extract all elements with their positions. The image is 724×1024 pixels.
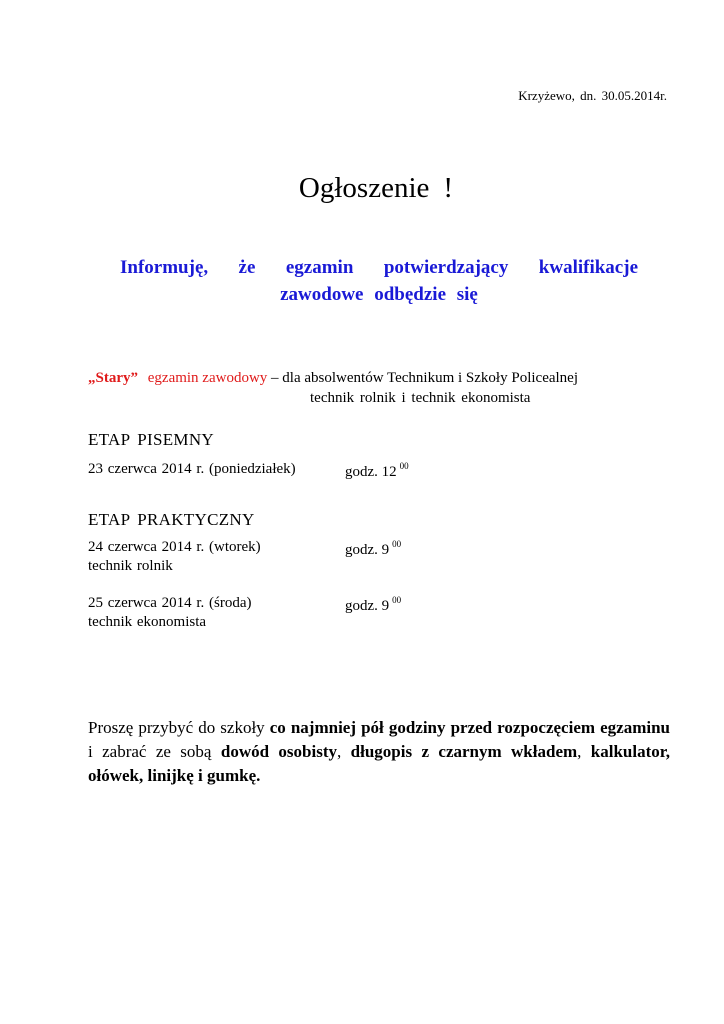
practical-session-date: 25 czerwca 2014 r. (środa) (88, 595, 252, 611)
instructions-emphasis: dowód osobisty (220, 742, 338, 761)
exam-type-label: „Stary” (88, 370, 138, 386)
instructions-emphasis: długopis z czarnym wkładem (350, 742, 578, 761)
instructions-emphasis: kalkulator, ołówek, linijkę i gumkę. (88, 742, 671, 785)
exam-professions: technik rolnik i technik ekonomista (310, 390, 531, 406)
practical-session-profession: technik rolnik (88, 558, 173, 574)
practical-session-time (345, 595, 401, 615)
written-stage-time-hour: godz. 12 (345, 464, 397, 480)
document-date: Krzyżewo, dn. 30.05.2014r. (518, 88, 667, 103)
practical-stage-heading: ETAP PRAKTYCZNY (88, 510, 255, 529)
instructions-text: Proszę przybyć do szkoły (88, 718, 270, 737)
practical-session-time-minutes: 00 (392, 595, 402, 605)
practical-session-time-hour: godz. 9 (345, 542, 390, 558)
practical-session-profession: technik ekonomista (88, 614, 207, 630)
title-exclamation: ! (443, 172, 454, 204)
written-stage-time (345, 461, 409, 481)
practical-session-time-minutes: 00 (392, 539, 402, 549)
practical-session-time (345, 539, 401, 559)
written-stage-date: 23 czerwca 2014 r. (poniedziałek) (88, 461, 296, 477)
written-stage-time-minutes: 00 (399, 461, 409, 471)
announcement-text: Informuję, że egzamin potwierdzający kwalifikacje zawodowe odbędzie się (120, 257, 638, 305)
title-text: Ogłoszenie (298, 172, 430, 204)
written-stage-heading: ETAP PISEMNY (88, 430, 214, 449)
instructions-text: , (577, 742, 591, 761)
instructions-emphasis: co najmniej pół godziny przed rozpoczęciem egzaminu (269, 718, 670, 737)
exam-type-name: egzamin zawodowy (147, 370, 268, 386)
practical-session-time-hour: godz. 9 (345, 598, 390, 614)
instructions-paragraph (88, 716, 670, 788)
instructions-text: , (337, 742, 351, 761)
exam-type-line (88, 370, 578, 387)
practical-session-date: 24 czerwca 2014 r. (wtorek) (88, 539, 261, 555)
instructions-text: i zabrać ze sobą (88, 742, 221, 761)
page-title (0, 172, 724, 205)
exam-audience: – dla absolwentów Technikum i Szkoły Policealnej (267, 370, 578, 386)
